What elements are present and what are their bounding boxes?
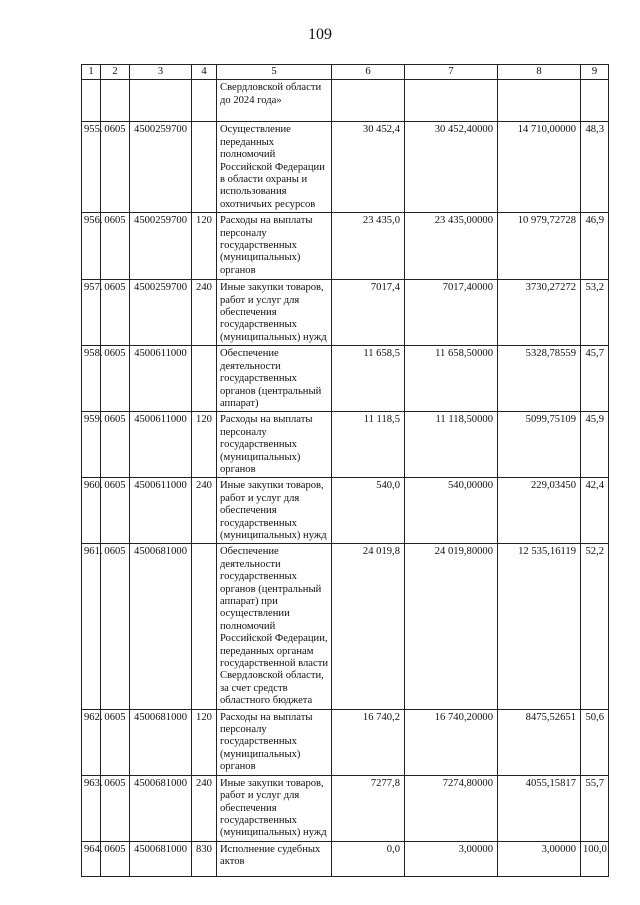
execution-percent: 45,7 — [581, 346, 609, 412]
executed-amount: 5099,75109 — [498, 412, 581, 478]
item-name: Исполнение судебных актов — [217, 841, 332, 876]
item-name: Расходы на выплаты персоналу государственных (муниципальных) органов — [217, 213, 332, 280]
col-header-5: 5 — [217, 65, 332, 80]
budget-amount: 11 658,50000 — [405, 346, 498, 412]
budget-amount — [405, 80, 498, 122]
row-number: 960. — [82, 478, 101, 544]
execution-percent: 52,2 — [581, 544, 609, 709]
section-code: 0605 — [101, 544, 130, 709]
expense-type-code — [192, 122, 217, 213]
item-name: Расходы на выплаты персоналу государственных (муниципальных) органов — [217, 412, 332, 478]
budget-amount: 7274,80000 — [405, 775, 498, 841]
expense-type-code: 240 — [192, 478, 217, 544]
col-header-1: 1 — [82, 65, 101, 80]
col-header-6: 6 — [332, 65, 405, 80]
table-body — [82, 80, 609, 876]
target-article-code: 4500681000 — [130, 709, 192, 775]
expense-type-code: 120 — [192, 213, 217, 280]
execution-percent: 100,0 — [581, 841, 609, 876]
col-header-8: 8 — [498, 65, 581, 80]
col-header-7: 7 — [405, 65, 498, 80]
budget-amount: 23 435,00000 — [405, 213, 498, 280]
budget-table — [81, 64, 609, 877]
execution-percent: 46,9 — [581, 213, 609, 280]
executed-amount: 14 710,00000 — [498, 122, 581, 213]
table-row — [82, 841, 609, 876]
budget-amount: 24 019,80000 — [405, 544, 498, 709]
execution-percent: 45,9 — [581, 412, 609, 478]
expense-type-code: 120 — [192, 412, 217, 478]
target-article-code: 4500681000 — [130, 775, 192, 841]
section-code — [101, 80, 130, 122]
table-row — [82, 478, 609, 544]
section-code: 0605 — [101, 841, 130, 876]
item-name: Осуществление переданных полномочий Российской Федерации в области охраны и использования охотничьих ресурсов — [217, 122, 332, 213]
section-code: 0605 — [101, 122, 130, 213]
budget-amount: 7017,40000 — [405, 280, 498, 346]
target-article-code: 4500611000 — [130, 478, 192, 544]
table-row — [82, 709, 609, 775]
executed-amount: 12 535,16119 — [498, 544, 581, 709]
execution-percent: 48,3 — [581, 122, 609, 213]
col-header-4: 4 — [192, 65, 217, 80]
table-row — [82, 80, 609, 122]
expense-type-code — [192, 544, 217, 709]
row-number: 958. — [82, 346, 101, 412]
row-number: 961. — [82, 544, 101, 709]
col-header-3: 3 — [130, 65, 192, 80]
target-article-code: 4500681000 — [130, 544, 192, 709]
section-code: 0605 — [101, 709, 130, 775]
planned-amount: 24 019,8 — [332, 544, 405, 709]
planned-amount — [332, 80, 405, 122]
executed-amount: 3730,27272 — [498, 280, 581, 346]
expense-type-code — [192, 346, 217, 412]
table-row — [82, 280, 609, 346]
item-name: Иные закупки товаров, работ и услуг для обеспечения государственных (муниципальных) нужд — [217, 775, 332, 841]
target-article-code: 4500259700 — [130, 280, 192, 346]
item-name: Иные закупки товаров, работ и услуг для обеспечения государственных (муниципальных) нужд — [217, 280, 332, 346]
planned-amount: 16 740,2 — [332, 709, 405, 775]
expense-type-code: 240 — [192, 775, 217, 841]
executed-amount — [498, 80, 581, 122]
row-number: 955. — [82, 122, 101, 213]
item-name: Свердловской области до 2024 года» — [217, 80, 332, 122]
budget-amount: 30 452,40000 — [405, 122, 498, 213]
expense-type-code — [192, 80, 217, 122]
planned-amount: 11 658,5 — [332, 346, 405, 412]
section-code: 0605 — [101, 412, 130, 478]
table-row — [82, 213, 609, 280]
planned-amount: 30 452,4 — [332, 122, 405, 213]
row-number: 964. — [82, 841, 101, 876]
expense-type-code: 240 — [192, 280, 217, 346]
section-code: 0605 — [101, 213, 130, 280]
executed-amount: 8475,52651 — [498, 709, 581, 775]
section-code: 0605 — [101, 775, 130, 841]
expense-type-code: 120 — [192, 709, 217, 775]
item-name: Обеспечение деятельности государственных органов (центральный аппарат) — [217, 346, 332, 412]
target-article-code: 4500611000 — [130, 412, 192, 478]
section-code: 0605 — [101, 478, 130, 544]
planned-amount: 7017,4 — [332, 280, 405, 346]
target-article-code — [130, 80, 192, 122]
item-name: Расходы на выплаты персоналу государственных (муниципальных) органов — [217, 709, 332, 775]
row-number: 959. — [82, 412, 101, 478]
planned-amount: 7277,8 — [332, 775, 405, 841]
executed-amount: 3,00000 — [498, 841, 581, 876]
target-article-code: 4500259700 — [130, 213, 192, 280]
executed-amount: 5328,78559 — [498, 346, 581, 412]
execution-percent: 53,2 — [581, 280, 609, 346]
execution-percent — [581, 80, 609, 122]
budget-amount: 3,00000 — [405, 841, 498, 876]
row-number: 962. — [82, 709, 101, 775]
table-row — [82, 775, 609, 841]
item-name: Обеспечение деятельности государственных органов (центральный аппарат) при осуществлении полномочий Российской Федерации, переданных органам государственной власти Свердловской области, за счет средств областного бюджета — [217, 544, 332, 709]
table-row — [82, 544, 609, 709]
table-row — [82, 346, 609, 412]
col-header-2: 2 — [101, 65, 130, 80]
row-number: 956. — [82, 213, 101, 280]
col-header-9: 9 — [581, 65, 609, 80]
executed-amount: 10 979,72728 — [498, 213, 581, 280]
table-row — [82, 122, 609, 213]
section-code: 0605 — [101, 346, 130, 412]
planned-amount: 0,0 — [332, 841, 405, 876]
budget-amount: 16 740,20000 — [405, 709, 498, 775]
executed-amount: 4055,15817 — [498, 775, 581, 841]
table-row — [82, 412, 609, 478]
execution-percent: 55,7 — [581, 775, 609, 841]
item-name: Иные закупки товаров, работ и услуг для обеспечения государственных (муниципальных) нужд — [217, 478, 332, 544]
execution-percent: 50,6 — [581, 709, 609, 775]
budget-amount: 11 118,50000 — [405, 412, 498, 478]
execution-percent: 42,4 — [581, 478, 609, 544]
planned-amount: 11 118,5 — [332, 412, 405, 478]
page-number: 109 — [308, 26, 332, 43]
budget-amount: 540,00000 — [405, 478, 498, 544]
target-article-code: 4500611000 — [130, 346, 192, 412]
section-code: 0605 — [101, 280, 130, 346]
row-number: 957. — [82, 280, 101, 346]
row-number — [82, 80, 101, 122]
executed-amount: 229,03450 — [498, 478, 581, 544]
planned-amount: 23 435,0 — [332, 213, 405, 280]
planned-amount: 540,0 — [332, 478, 405, 544]
target-article-code: 4500259700 — [130, 122, 192, 213]
row-number: 963. — [82, 775, 101, 841]
header-row — [82, 65, 609, 80]
target-article-code: 4500681000 — [130, 841, 192, 876]
expense-type-code: 830 — [192, 841, 217, 876]
